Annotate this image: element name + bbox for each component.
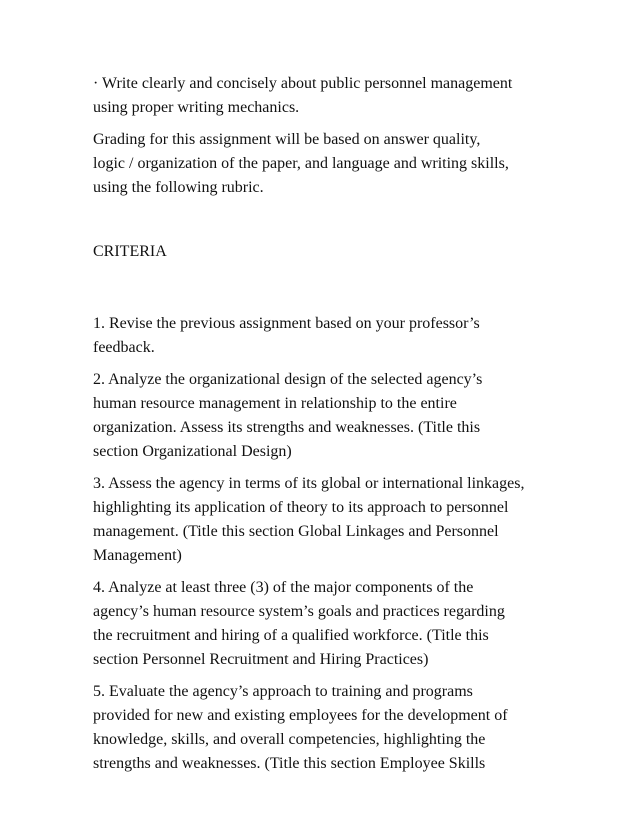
spacer [93,208,563,240]
document-page [93,72,563,784]
grading-paragraph: Grading for this assignment will be based on answer quality, logic / organization of the paper, and language and writing skills, using the following rubric. [93,131,509,196]
criteria-item-2: 2. Analyze the organizational design of the selected agency’s human resource management in relationship to the entire organization. Assess its strengths and weaknesses. (Title this section Organizational Design) [93,371,483,460]
criteria-heading: CRITERIA [93,243,167,260]
intro-bullet: · Write clearly and concisely about public personnel management using proper writing mechanics. [93,75,513,116]
criteria-item-5: 5. Evaluate the agency’s approach to training and programs provided for new and existing employees for the development of knowledge, skills, and overall competencies, highlighting the strengths and weaknesses. (Title this section Employee Skills [93,683,508,772]
criteria-item-1: 1. Revise the previous assignment based on your professor’s feedback. [93,315,480,356]
criteria-item-3: 3. Assess the agency in terms of its global or international linkages, highlighting its application of theory to its approach to personnel management. (Title this section Global Linkages and Personnel Management) [93,475,525,564]
criteria-item-4: 4. Analyze at least three (3) of the major components of the agency’s human resource system’s goals and practices regarding the recruitment and hiring of a qualified workforce. (Title this section Personnel Recruitment and Hiring Practices) [93,579,505,668]
spacer [93,264,563,312]
